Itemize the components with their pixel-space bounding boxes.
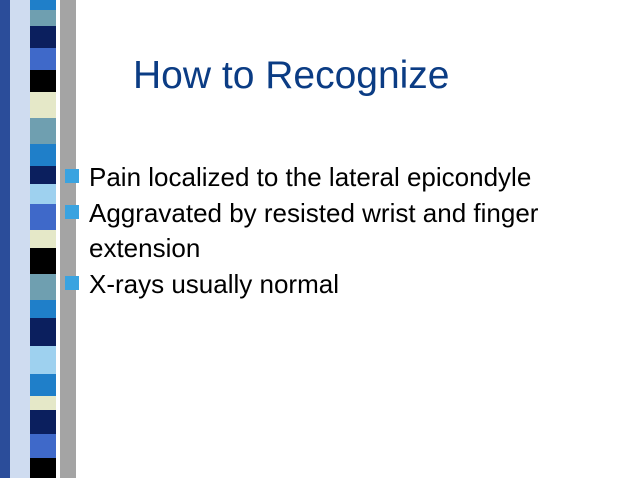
bullet-item: [62, 160, 622, 195]
square-bullet-icon: [65, 276, 79, 290]
square-bullet-icon: [65, 205, 79, 219]
slide-title: How to Recognize: [133, 54, 450, 97]
bullet-text: Pain localized to the lateral epicondyle: [89, 162, 532, 192]
bullet-item: [62, 196, 622, 266]
bullet-list: [62, 160, 622, 303]
bullet-text: Aggravated by resisted wrist and finger extension: [89, 198, 539, 263]
square-bullet-icon: [65, 169, 79, 183]
bullet-item: [62, 267, 622, 302]
bullet-text: X-rays usually normal: [89, 269, 339, 299]
